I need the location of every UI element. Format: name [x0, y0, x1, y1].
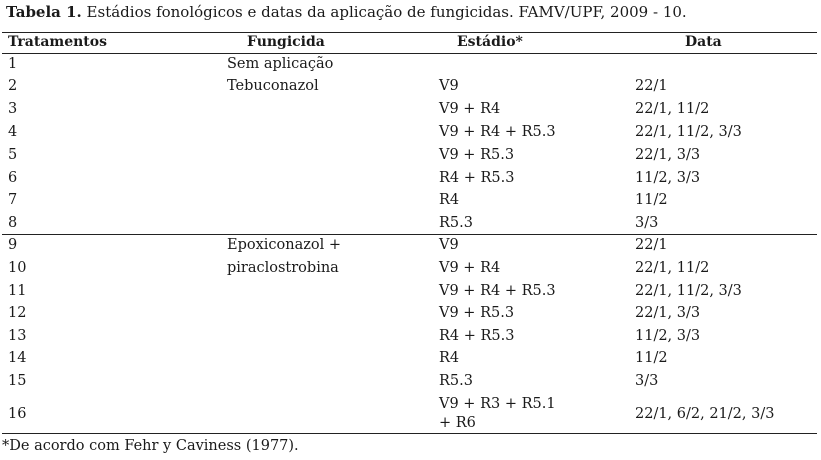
- cell-tratamento: 15: [8, 373, 27, 389]
- cell-estadio: V9 + R5.3: [439, 147, 515, 163]
- cell-estadio: V9 + R4 + R5.3: [439, 283, 556, 299]
- cell-data: 22/1, 11/2, 3/3: [635, 124, 742, 140]
- cell-tratamento: 6: [8, 170, 18, 186]
- bottom-rule: [2, 433, 817, 434]
- cell-data: 22/1, 11/2: [635, 260, 710, 276]
- cell-estadio: V9: [439, 237, 459, 253]
- header-data: Data: [685, 34, 722, 50]
- cell-tratamento: 4: [8, 124, 18, 140]
- cell-tratamento: 16: [8, 406, 27, 422]
- cell-estadio: V9 + R5.3: [439, 305, 515, 321]
- cell-fungicida: Sem aplicação: [227, 56, 334, 72]
- cell-data: 11/2: [635, 350, 668, 366]
- cell-tratamento: 9: [8, 237, 18, 253]
- cell-tratamento: 7: [8, 192, 18, 208]
- cell-tratamento: 14: [8, 350, 27, 366]
- cell-tratamento: 12: [8, 305, 27, 321]
- header-tratamentos: Tratamentos: [8, 34, 107, 50]
- cell-tratamento: 1: [8, 56, 18, 72]
- header-estadio: Estádio*: [457, 34, 523, 50]
- cell-fungicida: Tebuconazol: [227, 78, 319, 94]
- cell-data: 22/1: [635, 237, 668, 253]
- header-rule: [2, 53, 817, 54]
- cell-estadio: V9 + R3 + R5.1: [439, 396, 556, 412]
- cell-tratamento: 10: [8, 260, 27, 276]
- cell-data: 11/2: [635, 192, 668, 208]
- cell-estadio: V9 + R4 + R5.3: [439, 124, 556, 140]
- cell-data: 22/1, 3/3: [635, 305, 701, 321]
- cell-estadio-continuation: + R6: [439, 415, 476, 431]
- cell-data: 22/1: [635, 78, 668, 94]
- cell-data: 22/1, 11/2: [635, 101, 710, 117]
- cell-data: 11/2, 3/3: [635, 328, 701, 344]
- cell-tratamento: 11: [8, 283, 27, 299]
- cell-tratamento: 8: [8, 215, 18, 231]
- footnote: *De acordo com Fehr y Caviness (1977).: [2, 438, 299, 454]
- cell-data: 3/3: [635, 215, 659, 231]
- cell-tratamento: 13: [8, 328, 27, 344]
- cell-estadio: R5.3: [439, 373, 473, 389]
- cell-tratamento: 5: [8, 147, 18, 163]
- cell-data: 22/1, 3/3: [635, 147, 701, 163]
- cell-fungicida: Epoxiconazol +: [227, 237, 342, 253]
- header-fungicida: Fungicida: [247, 34, 325, 50]
- cell-estadio: R4 + R5.3: [439, 170, 515, 186]
- group-divider-rule: [2, 234, 817, 235]
- caption-text: Estádios fonológicos e datas da aplicação de fungicidas. FAMV/UPF, 2009 - 10.: [81, 3, 687, 21]
- cell-data: 11/2, 3/3: [635, 170, 701, 186]
- cell-estadio: R4 + R5.3: [439, 328, 515, 344]
- cell-estadio: R4: [439, 350, 460, 366]
- cell-data: 22/1, 11/2, 3/3: [635, 283, 742, 299]
- caption-label: Tabela 1.: [6, 3, 82, 21]
- cell-data: 3/3: [635, 373, 659, 389]
- cell-estadio: V9 + R4: [439, 260, 501, 276]
- table-caption: [6, 3, 687, 21]
- cell-data: 22/1, 6/2, 21/2, 3/3: [635, 406, 775, 422]
- top-rule: [2, 32, 817, 33]
- cell-estadio: V9 + R4: [439, 101, 501, 117]
- cell-fungicida: piraclostrobina: [227, 260, 339, 276]
- cell-tratamento: 3: [8, 101, 18, 117]
- cell-estadio: R5.3: [439, 215, 473, 231]
- cell-estadio: V9: [439, 78, 459, 94]
- cell-estadio: R4: [439, 192, 460, 208]
- cell-tratamento: 2: [8, 78, 18, 94]
